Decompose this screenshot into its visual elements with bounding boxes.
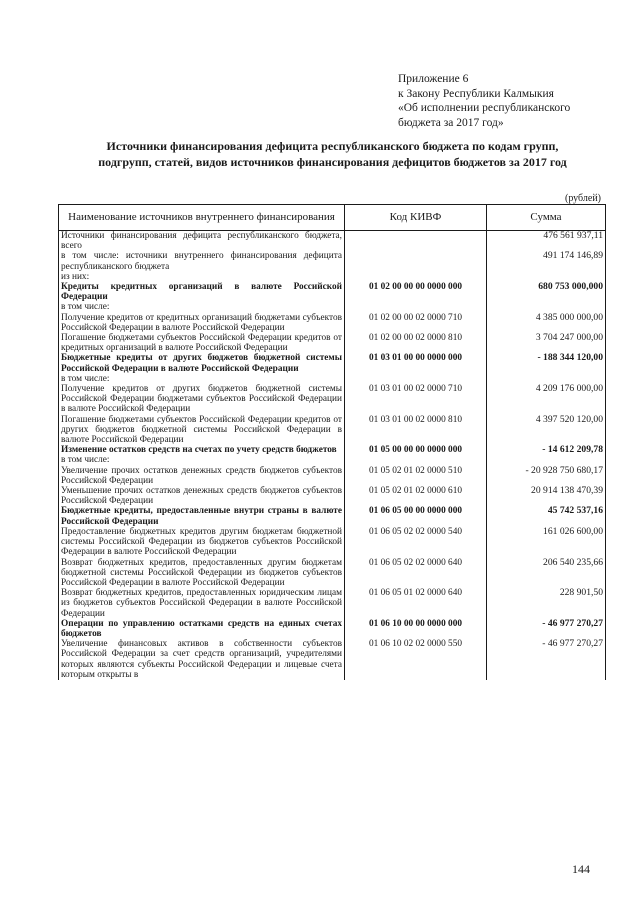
cell-code xyxy=(345,302,487,312)
table-row xyxy=(59,353,606,373)
cell-code: 01 06 10 00 00 0000 000 xyxy=(345,619,487,639)
cell-code: 01 06 05 00 00 0000 000 xyxy=(345,506,487,526)
cell-code: 01 05 00 00 00 0000 000 xyxy=(345,445,487,455)
header-name: Наименование источников внутреннего финансирования xyxy=(59,205,345,231)
cell-amount: - 46 977 270,27 xyxy=(487,619,606,639)
cell-code xyxy=(345,272,487,282)
cell-code xyxy=(345,374,487,384)
table-row xyxy=(59,415,606,446)
cell-amount: - 188 344 120,00 xyxy=(487,353,606,373)
cell-code: 01 03 01 00 02 0000 710 xyxy=(345,384,487,415)
cell-amount: 161 026 600,00 xyxy=(487,527,606,558)
table-row xyxy=(59,466,606,486)
cell-code: 01 03 01 00 00 0000 000 xyxy=(345,353,487,373)
cell-code xyxy=(345,251,487,271)
cell-name: Уменьшение прочих остатков денежных средств бюджетов субъектов Российской Федерации xyxy=(59,486,345,506)
cell-amount: - 14 612 209,78 xyxy=(487,445,606,455)
table-row xyxy=(59,455,606,465)
cell-name: в том числе: xyxy=(59,302,345,312)
cell-name: Изменение остатков средств на счетах по учету средств бюджетов xyxy=(59,445,345,455)
cell-amount: 680 753 000,000 xyxy=(487,282,606,302)
cell-name: Бюджетные кредиты, предоставленные внутри страны в валюте Российской Федерации xyxy=(59,506,345,526)
appendix-line: «Об исполнении республиканского xyxy=(398,102,571,114)
table-row xyxy=(59,639,606,680)
page-number: 144 xyxy=(572,862,590,876)
appendix-note xyxy=(398,72,628,130)
cell-amount: 4 397 520 120,00 xyxy=(487,415,606,446)
cell-name: Предоставление бюджетных кредитов другим бюджетам бюджетной системы Российской Федерации из бюджетов субъектов Российской Федерации в валюте Российской Федерации xyxy=(59,527,345,558)
table-body xyxy=(59,231,606,680)
cell-name: из них: xyxy=(59,272,345,282)
header-code: Код КИВФ xyxy=(345,205,487,231)
table-row xyxy=(59,231,606,252)
cell-name: в том числе: источники внутреннего финансирования дефицита республиканского бюджета xyxy=(59,251,345,271)
header-amount: Сумма xyxy=(487,205,606,231)
cell-code: 01 06 10 02 02 0000 550 xyxy=(345,639,487,680)
financing-sources-table xyxy=(58,204,606,680)
cell-code: 01 06 05 02 02 0000 540 xyxy=(345,527,487,558)
cell-amount: 4 385 000 000,00 xyxy=(487,313,606,333)
cell-name: Погашение бюджетами субъектов Российской Федерации кредитов от кредитных организаций в валюте Российской Федерации xyxy=(59,333,345,353)
table-row xyxy=(59,588,606,619)
unit-label: (рублей) xyxy=(564,193,601,204)
cell-code: 01 06 05 02 02 0000 640 xyxy=(345,558,487,589)
cell-name: Получение кредитов от кредитных организаций бюджетами субъектов Российской Федерации в валюте Российской Федерации xyxy=(59,313,345,333)
cell-name: в том числе: xyxy=(59,374,345,384)
cell-name: Возврат бюджетных кредитов, предоставленных юридическим лицам из бюджетов субъектов Российской Федерации в валюте Российской Федерации xyxy=(59,588,345,619)
table-row xyxy=(59,302,606,312)
document-title xyxy=(60,138,605,170)
cell-amount: - 46 977 270,27 xyxy=(487,639,606,680)
cell-name: Операции по управлению остатками средств на единых счетах бюджетов xyxy=(59,619,345,639)
cell-name: в том числе: xyxy=(59,455,345,465)
cell-amount: - 20 928 750 680,17 xyxy=(487,466,606,486)
table-row xyxy=(59,272,606,282)
appendix-line: бюджета за 2017 год» xyxy=(398,116,504,129)
table-header-row xyxy=(59,205,606,231)
table-row xyxy=(59,445,606,455)
table-row xyxy=(59,384,606,415)
cell-code: 01 03 01 00 02 0000 810 xyxy=(345,415,487,446)
table-row xyxy=(59,558,606,589)
cell-code: 01 02 00 00 02 0000 810 xyxy=(345,333,487,353)
title-line: Источники финансирования дефицита республиканского бюджета по кодам групп, xyxy=(106,139,559,153)
cell-amount: 20 914 138 470,39 xyxy=(487,486,606,506)
cell-name: Увеличение финансовых активов в собственности субъектов Российской Федерации за счет средств организаций, учредителями которых являются субъекты Российской Федерации и лицевые счета которым открыты в xyxy=(59,639,345,680)
table-row xyxy=(59,251,606,271)
cell-code: 01 02 00 00 02 0000 710 xyxy=(345,313,487,333)
cell-name: Погашение бюджетами субъектов Российской Федерации кредитов от других бюджетов бюджетной системы Российской Федерации в валюте Российской Федерации xyxy=(59,415,345,446)
appendix-line: к Закону Республики Калмыкия xyxy=(398,87,554,100)
table-row xyxy=(59,527,606,558)
table-row xyxy=(59,486,606,506)
cell-amount: 3 704 247 000,00 xyxy=(487,333,606,353)
cell-code xyxy=(345,231,487,252)
cell-name: Кредиты кредитных организаций в валюте Российской Федерации xyxy=(59,282,345,302)
cell-name: Бюджетные кредиты от других бюджетов бюджетной системы Российской Федерации в валюте Российской Федерации xyxy=(59,353,345,373)
cell-amount: 45 742 537,16 xyxy=(487,506,606,526)
cell-code: 01 05 02 01 02 0000 510 xyxy=(345,466,487,486)
cell-amount: 4 209 176 000,00 xyxy=(487,384,606,415)
cell-code xyxy=(345,455,487,465)
cell-code: 01 05 02 01 02 0000 610 xyxy=(345,486,487,506)
cell-name: Источники финансирования дефицита республиканского бюджета, всего xyxy=(59,231,345,252)
cell-amount: 491 174 146,89 xyxy=(487,251,606,271)
table-row xyxy=(59,374,606,384)
cell-amount: 476 561 937,11 xyxy=(487,231,606,252)
cell-name: Возврат бюджетных кредитов, предоставленных другим бюджетам бюджетной системы Российской Федерации из бюджетов субъектов Российской Федерации в валюте Российской Федерации xyxy=(59,558,345,589)
cell-amount: 228 901,50 xyxy=(487,588,606,619)
table-row xyxy=(59,282,606,302)
cell-code: 01 06 05 01 02 0000 640 xyxy=(345,588,487,619)
cell-name: Получение кредитов от других бюджетов бюджетной системы Российской Федерации бюджетами субъектов Российской Федерации в валюте Российской Федерации xyxy=(59,384,345,415)
cell-code: 01 02 00 00 00 0000 000 xyxy=(345,282,487,302)
table-row xyxy=(59,506,606,526)
appendix-line: Приложение 6 xyxy=(398,73,469,85)
cell-amount: 206 540 235,66 xyxy=(487,558,606,589)
cell-name: Увеличение прочих остатков денежных средств бюджетов субъектов Российской Федерации xyxy=(59,466,345,486)
table-row xyxy=(59,313,606,333)
table-row xyxy=(59,333,606,353)
title-line: подгрупп, статей, видов источников финансирования дефицитов бюджетов за 2017 год xyxy=(98,155,567,169)
table-row xyxy=(59,619,606,639)
